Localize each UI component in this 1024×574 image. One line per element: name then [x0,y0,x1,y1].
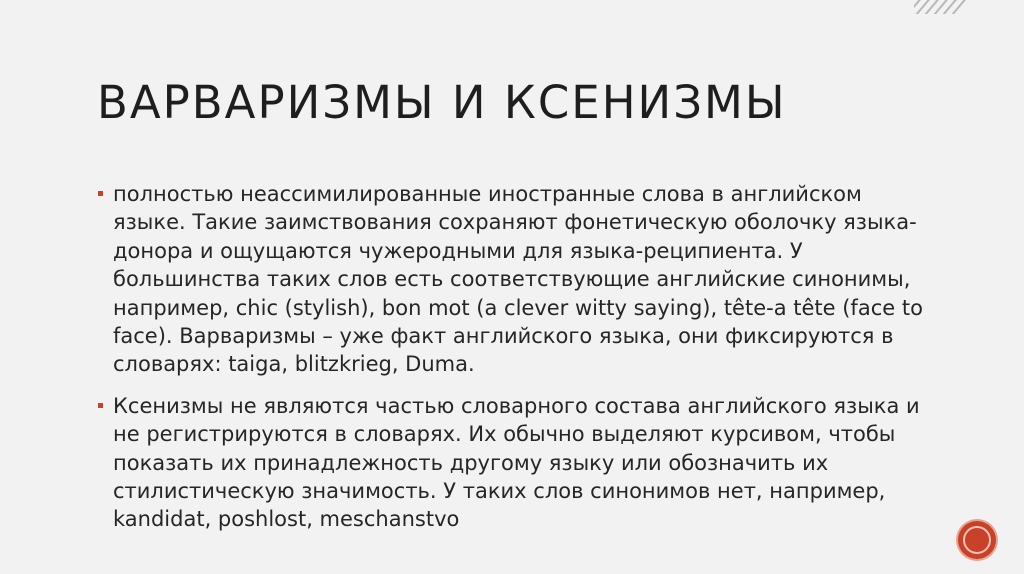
bullet-item [98,392,928,534]
decorative-stripes-icon [914,0,970,14]
bullet-text: полностью неассимилированные иностранные слова в английском языке. Такие заимствования сохраняют фонетическую оболочку языка-донора и ощущаются чужеродными для языка-реципиента. У большинства таких слов есть соответствующие английские синонимы, например, chic (stylish), bon mot (a clever witty saying), tête-a tête (face to face). Варваризмы – уже факт английского языка, они фиксируются в словарях: taiga, blitzkrieg, Duma. [113,182,923,377]
bullet-text: Ксенизмы не являются частью словарного состава английского языка и не регистрируются в словарях. Их обычно выделяют курсивом, чтобы показать их принадлежность другому языку или обозначить их стилистическую значимость. У таких слов синонимов нет, например, kandidat, poshlost, meschanstvo [113,393,920,532]
bullet-item [98,180,928,379]
nav-circle-button[interactable] [958,521,996,559]
square-bullet-icon [98,403,103,408]
square-bullet-icon [98,191,103,196]
slide-title: ВАРВАРИЗМЫ И КСЕНИЗМЫ [97,76,787,129]
slide-content [98,180,928,547]
